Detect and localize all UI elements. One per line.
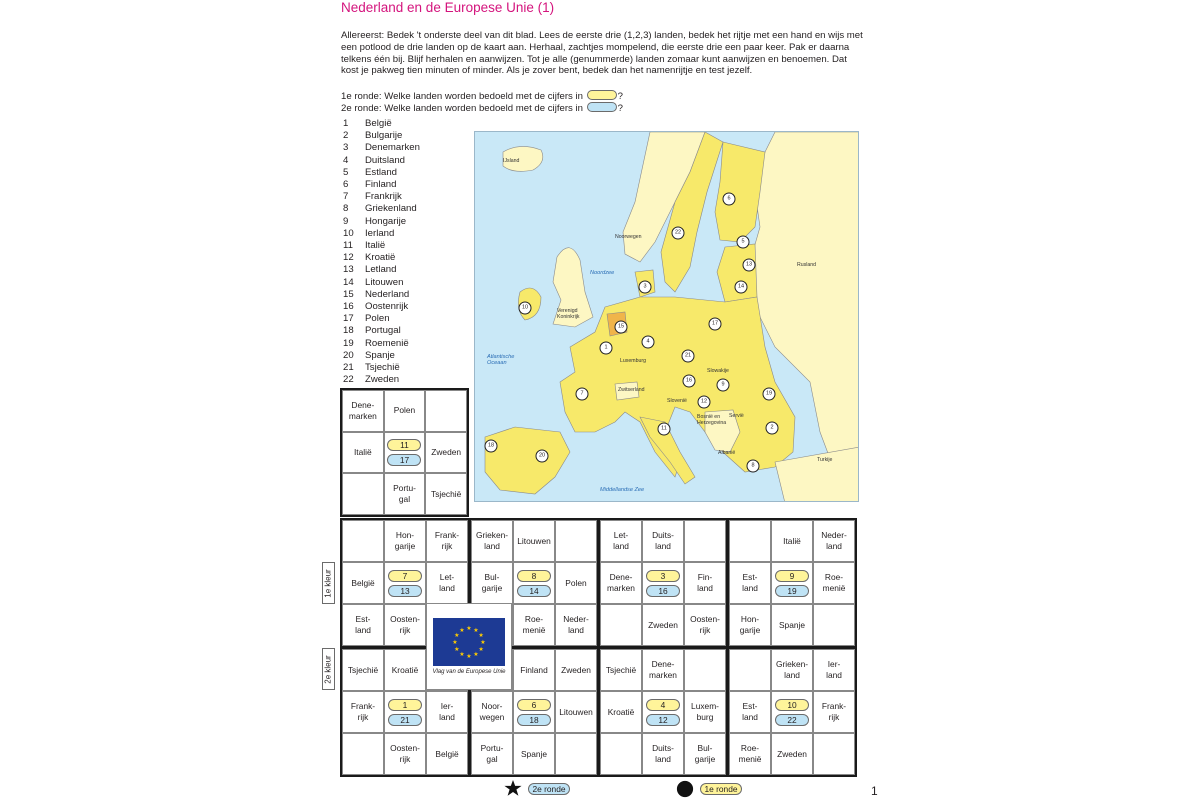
map-label-bosnie: Bosnië en Herzegovina xyxy=(697,414,727,426)
country-name: Oostenrijk xyxy=(365,301,409,313)
map-label-luxemburg: Luxemburg xyxy=(620,358,646,364)
side-label-first-text: 1e kleur xyxy=(324,568,333,598)
grid-country-cell: Noor- wegen xyxy=(471,691,513,733)
eu-flag-panel xyxy=(426,603,512,690)
grid-country-cell: Tsjechië xyxy=(425,473,467,515)
country-name: Nederland xyxy=(365,288,410,300)
map-number-marker: 5 xyxy=(737,236,750,249)
grid-country-cell: Hon- garije xyxy=(729,604,771,646)
grid-country-cell: Fin- land xyxy=(684,562,726,604)
blue-number-pill: 12 xyxy=(646,714,680,726)
instructions: Allereerst: Bedek 't onderste deel van dit blad. Lees de eerste drie (1,2,3) landen, bedek het rijtje met een hand en wijs met een potlood de drie landen op de kaart aan. Herhaal, zachtjes mompelend, die eerste drie een paar keer. Pak er daarna telkens één bij. Blijf herhalen en aanwijzen. Tot je alle (genummerde) landen zomaar kunt aanwijzen en benoemen. Dat kost je pakweg tien minuten of minder. Als je zover bent, bedek dan het namenrijtje en test jezelf. xyxy=(341,30,863,77)
yellow-number-pill: 9 xyxy=(775,570,809,582)
map-number-marker: 16 xyxy=(683,375,696,388)
grid-country-cell: Luxem- burg xyxy=(684,691,726,733)
country-name: Duitsland xyxy=(365,154,405,166)
grid-country-cell: Grieken- land xyxy=(471,520,513,562)
grid-country-cell xyxy=(555,520,597,562)
country-number: 2 xyxy=(343,130,349,142)
country-list-item xyxy=(343,179,420,191)
circle-icon xyxy=(676,780,694,798)
grid-country-cell xyxy=(600,604,642,646)
practice-grid xyxy=(598,518,728,648)
grid-country-cell: Est- land xyxy=(729,562,771,604)
grid-country-cell xyxy=(684,520,726,562)
country-list-item xyxy=(343,203,420,215)
grid-country-cell: Litouwen xyxy=(555,691,597,733)
yellow-number-pill: 1 xyxy=(388,699,422,711)
map-label-ijsland: IJsland xyxy=(503,158,520,164)
grid-country-cell: Ier- land xyxy=(426,691,468,733)
country-name: Roemenië xyxy=(365,337,409,349)
map-label-middellandse: Middellandse Zee xyxy=(600,487,645,493)
country-name: Polen xyxy=(365,313,390,325)
country-number: 6 xyxy=(343,179,349,191)
grid-country-cell xyxy=(425,390,467,432)
country-name: Ierland xyxy=(365,227,395,239)
grid-country-cell: Polen xyxy=(384,390,426,432)
country-list-item xyxy=(343,167,420,179)
grid-country-cell: Frank- rijk xyxy=(426,520,468,562)
star-icon xyxy=(504,780,522,798)
grid-country-cell: Neder- land xyxy=(813,520,855,562)
map-label-slovenie: Slovenië xyxy=(667,398,687,404)
grid-center-cell xyxy=(642,691,684,733)
grid-country-cell: Est- land xyxy=(342,604,384,646)
country-number: 16 xyxy=(343,301,354,313)
grid-country-cell xyxy=(729,649,771,691)
country-number: 10 xyxy=(343,227,354,239)
country-name: Bulgarije xyxy=(365,130,403,142)
grid-country-cell xyxy=(600,733,642,775)
grid-country-cell: Bul- garije xyxy=(471,562,513,604)
grid-country-cell: Roe- menië xyxy=(729,733,771,775)
page-title: Nederland en de Europese Unie (1) xyxy=(341,0,555,15)
grid-country-cell: Polen xyxy=(555,562,597,604)
europe-map xyxy=(474,131,859,502)
grid-center-cell xyxy=(513,691,555,733)
grid-country-cell: Finland xyxy=(513,649,555,691)
blue-number-pill: 16 xyxy=(646,585,680,597)
flag-star-icon: ★ xyxy=(473,627,479,634)
country-name: Griekenland xyxy=(365,203,417,215)
map-number-marker: 8 xyxy=(747,460,760,473)
round-1-question xyxy=(341,90,623,102)
country-name: Litouwen xyxy=(365,276,404,288)
grid-country-cell: Zweden xyxy=(771,733,813,775)
round-2-text: 2e ronde: Welke landen worden bedoeld met de cijfers in xyxy=(341,103,583,114)
country-name: Hongarije xyxy=(365,215,407,227)
country-name: Zweden xyxy=(365,374,400,386)
grid-country-cell: Neder- land xyxy=(555,604,597,646)
grid-country-cell: Kroatië xyxy=(384,649,426,691)
grid-country-cell: Grieken- land xyxy=(771,649,813,691)
grid-country-cell xyxy=(342,520,384,562)
blue-number-pill: 17 xyxy=(387,454,421,466)
flag-star-icon: ★ xyxy=(454,633,460,639)
yellow-number-pill: 11 xyxy=(387,439,421,451)
grid-country-cell xyxy=(342,473,384,515)
map-number-marker: 22 xyxy=(672,227,685,240)
country-number: 18 xyxy=(343,325,354,337)
grid-country-cell: Zweden xyxy=(642,604,684,646)
grid-center-cell xyxy=(384,562,426,604)
flag-star-icon: ★ xyxy=(452,640,458,646)
map-number-marker: 15 xyxy=(615,321,628,334)
grid-country-cell: Frank- rijk xyxy=(342,691,384,733)
country-list-item xyxy=(343,216,420,228)
grid-country-cell: Zweden xyxy=(425,432,467,474)
map-number-marker: 2 xyxy=(766,422,779,435)
grid-country-cell: Dene- marken xyxy=(342,390,384,432)
flag-star-icon: ★ xyxy=(466,654,472,660)
eu-flag-icon xyxy=(433,618,505,666)
grid-country-cell: Duits- land xyxy=(642,520,684,562)
country-number: 12 xyxy=(343,252,354,264)
country-list-item xyxy=(343,155,420,167)
country-number: 3 xyxy=(343,142,349,154)
blue-number-pill: 13 xyxy=(388,585,422,597)
map-number-marker: 4 xyxy=(642,336,655,349)
country-name: Denemarken xyxy=(365,142,420,154)
country-list xyxy=(343,118,420,386)
yellow-number-pill: 6 xyxy=(517,699,551,711)
grid-center-cell xyxy=(642,562,684,604)
country-list-item xyxy=(343,264,420,276)
blue-number-pill: 14 xyxy=(517,585,551,597)
round-1-text: 1e ronde: Welke landen worden bedoeld met de cijfers in xyxy=(341,91,583,102)
grid-country-cell: Litouwen xyxy=(513,520,555,562)
grid-country-cell: Dene- marken xyxy=(600,562,642,604)
flag-star-icon: ★ xyxy=(473,652,479,659)
country-list-item xyxy=(343,313,420,325)
country-list-item xyxy=(343,252,420,264)
page-number: 1 xyxy=(871,784,878,798)
flag-star-icon: ★ xyxy=(466,626,472,632)
country-list-item xyxy=(343,142,420,154)
grid-country-cell: Hon- garije xyxy=(384,520,426,562)
grid-country-cell: België xyxy=(342,562,384,604)
grid-center-cell xyxy=(771,691,813,733)
grid-country-cell: Duits- land xyxy=(642,733,684,775)
side-label-second-text: 2e kleur xyxy=(324,654,333,684)
map-number-marker: 12 xyxy=(698,396,711,409)
country-list-item xyxy=(343,374,420,386)
grid-country-cell: Est- land xyxy=(729,691,771,733)
grid-country-cell: Portu- gal xyxy=(384,473,426,515)
country-name: Portugal xyxy=(365,325,401,337)
country-list-item xyxy=(343,130,420,142)
yellow-number-pill: 7 xyxy=(388,570,422,582)
round-2-suffix: ? xyxy=(617,103,623,114)
legend-yellow xyxy=(676,780,742,798)
map-number-marker: 17 xyxy=(709,318,722,331)
country-list-item xyxy=(343,228,420,240)
country-name: Finland xyxy=(365,179,397,191)
map-label-atlantisch: Atlantische Oceaan xyxy=(487,354,515,366)
flag-star-icon: ★ xyxy=(478,647,484,653)
map-shapes xyxy=(475,132,859,502)
map-label-turkije: Turkije xyxy=(817,457,833,463)
blue-number-pill: 21 xyxy=(388,714,422,726)
country-number: 21 xyxy=(343,362,354,374)
grid-center-cell xyxy=(513,562,555,604)
grid-country-cell xyxy=(813,733,855,775)
blue-number-pill: 19 xyxy=(775,585,809,597)
grid-country-cell: Oosten- rijk xyxy=(684,604,726,646)
country-list-item xyxy=(343,338,420,350)
country-list-item xyxy=(343,240,420,252)
grid-country-cell: Bul- garije xyxy=(684,733,726,775)
map-number-marker: 10 xyxy=(519,302,532,315)
map-number-marker: 3 xyxy=(639,281,652,294)
flag-star-icon: ★ xyxy=(480,640,486,646)
blue-number-pill: 22 xyxy=(775,714,809,726)
grid-country-cell: Dene- marken xyxy=(642,649,684,691)
grid-country-cell: Roe- menië xyxy=(813,562,855,604)
map-label-slowakije: Slowakije xyxy=(707,368,729,374)
map-number-marker: 13 xyxy=(743,259,756,272)
flag-caption: Vlag van de Europese Unie xyxy=(432,669,506,675)
country-number: 13 xyxy=(343,264,354,276)
map-label-zwitserland: Zwitserland xyxy=(618,387,645,393)
flag-star-icon: ★ xyxy=(459,627,465,634)
grid-country-cell: België xyxy=(426,733,468,775)
map-number-marker: 11 xyxy=(658,423,671,436)
grid-country-cell: Spanje xyxy=(513,733,555,775)
grid-center-cell xyxy=(384,691,426,733)
country-name: Spanje xyxy=(365,349,395,361)
grid-country-cell: Zweden xyxy=(555,649,597,691)
blue-pill-icon xyxy=(587,102,617,112)
round-1-suffix: ? xyxy=(617,91,623,102)
yellow-number-pill: 10 xyxy=(775,699,809,711)
yellow-pill-icon xyxy=(587,90,617,100)
country-list-item xyxy=(343,277,420,289)
country-number: 11 xyxy=(343,240,353,252)
round-2-question xyxy=(341,102,623,114)
blue-number-pill: 18 xyxy=(517,714,551,726)
map-label-noorwegen: Noorwegen xyxy=(615,234,642,240)
country-name: Tsjechië xyxy=(365,362,400,374)
country-number: 7 xyxy=(343,191,349,203)
country-name: België xyxy=(365,118,392,129)
country-number: 4 xyxy=(343,154,349,166)
map-number-marker: 1 xyxy=(600,342,613,355)
country-name: Frankrijk xyxy=(365,191,402,203)
grid-country-cell xyxy=(813,604,855,646)
grid-country-cell xyxy=(342,733,384,775)
country-number: 15 xyxy=(343,288,354,300)
map-number-marker: 19 xyxy=(763,388,776,401)
grid-country-cell: Tsjechië xyxy=(342,649,384,691)
country-number: 5 xyxy=(343,166,349,178)
map-label-albanie: Albanië xyxy=(718,450,736,456)
map-label-rusland: Rusland xyxy=(797,262,817,268)
grid-country-cell: Oosten- rijk xyxy=(384,604,426,646)
country-list-item xyxy=(343,301,420,313)
flag-star-icon: ★ xyxy=(478,633,484,639)
legend-blue-pill: 2e ronde xyxy=(528,783,570,795)
practice-grid xyxy=(727,647,857,777)
map-number-marker: 20 xyxy=(536,450,549,463)
map-number-marker: 14 xyxy=(735,281,748,294)
country-number: 17 xyxy=(343,313,354,325)
grid-center-cell xyxy=(771,562,813,604)
flag-star-icon: ★ xyxy=(459,652,465,659)
side-label-second xyxy=(322,648,335,690)
yellow-number-pill: 3 xyxy=(646,570,680,582)
grid-country-cell xyxy=(555,733,597,775)
grid-country-cell: Kroatië xyxy=(600,691,642,733)
country-name: Letland xyxy=(365,264,397,276)
country-list-item xyxy=(343,350,420,362)
grid-country-cell: Frank- rijk xyxy=(813,691,855,733)
country-list-item xyxy=(343,325,420,337)
country-name: Italië xyxy=(365,240,386,252)
practice-grid xyxy=(598,647,728,777)
grid-country-cell xyxy=(684,649,726,691)
country-number: 19 xyxy=(343,337,354,349)
grid-country-cell: Ier- land xyxy=(813,649,855,691)
map-number-marker: 7 xyxy=(576,388,589,401)
country-number: 14 xyxy=(343,276,354,288)
grid-country-cell: Italië xyxy=(771,520,813,562)
map-number-marker: 21 xyxy=(682,350,695,363)
map-number-marker: 6 xyxy=(723,193,736,206)
grid-country-cell: Roe- menië xyxy=(513,604,555,646)
yellow-number-pill: 8 xyxy=(517,570,551,582)
yellow-number-pill: 4 xyxy=(646,699,680,711)
grid-country-cell: Spanje xyxy=(771,604,813,646)
flag-star-icon: ★ xyxy=(454,647,460,653)
practice-grid xyxy=(727,518,857,648)
legend-yellow-pill: 1e ronde xyxy=(700,783,742,795)
grid-country-cell: Italië xyxy=(342,432,384,474)
country-number: 22 xyxy=(343,374,354,386)
country-list-item xyxy=(343,118,420,130)
country-number: 8 xyxy=(343,203,349,215)
country-number: 9 xyxy=(343,215,349,227)
country-number: 20 xyxy=(343,349,354,361)
legend-blue xyxy=(504,780,570,798)
grid-country-cell xyxy=(729,520,771,562)
country-list-item xyxy=(343,362,420,374)
grid-country-cell: Let- land xyxy=(426,562,468,604)
example-grid xyxy=(340,388,469,517)
grid-country-cell: Oosten- rijk xyxy=(384,733,426,775)
map-number-marker: 18 xyxy=(485,440,498,453)
grid-country-cell: Let- land xyxy=(600,520,642,562)
side-label-first xyxy=(322,562,335,604)
map-label-noordzee: Noordzee xyxy=(590,270,615,276)
grid-center-cell xyxy=(384,432,426,474)
country-number: 1 xyxy=(343,118,349,129)
map-label-servie: Servië xyxy=(729,413,744,419)
country-list-item xyxy=(343,289,420,301)
country-name: Estland xyxy=(365,166,397,178)
map-label-vk: Verenigd Koninkrijk xyxy=(557,308,580,320)
grid-country-cell: Portu- gal xyxy=(471,733,513,775)
map-number-marker: 9 xyxy=(717,379,730,392)
country-name: Kroatië xyxy=(365,252,396,264)
country-list-item xyxy=(343,191,420,203)
grid-country-cell: Tsjechië xyxy=(600,649,642,691)
